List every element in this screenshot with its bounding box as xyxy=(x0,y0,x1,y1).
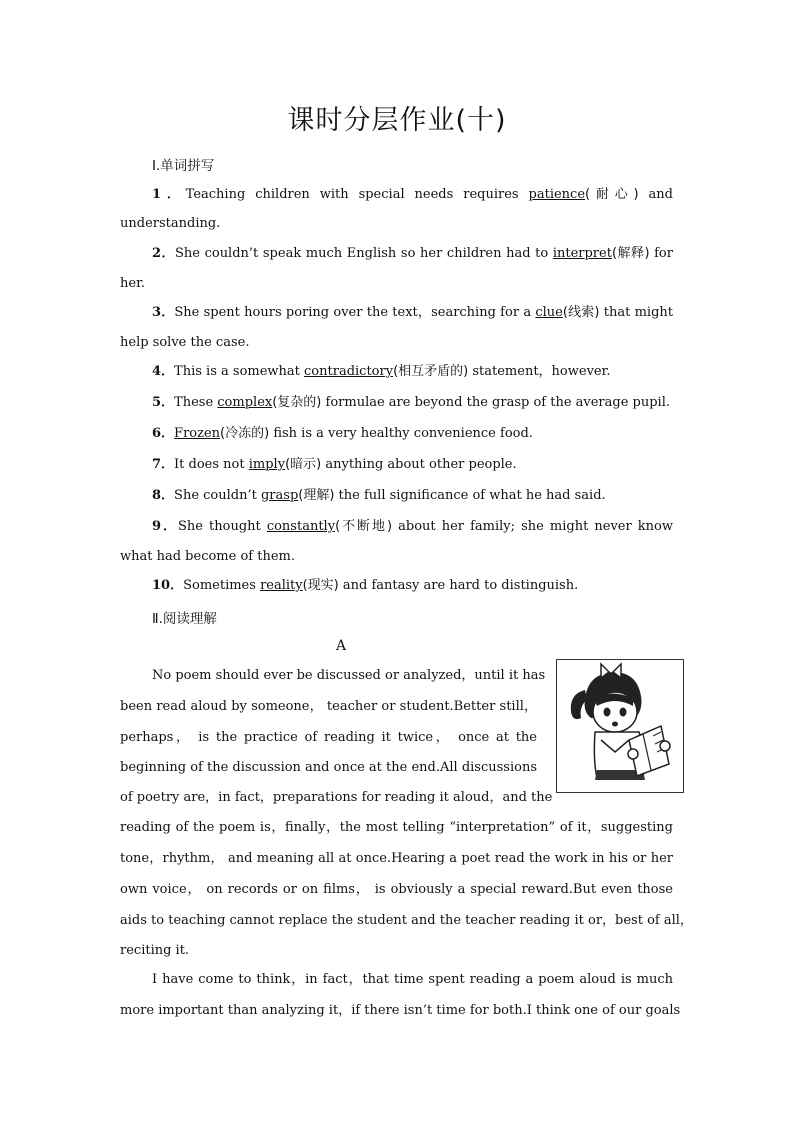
answer-blank: reality xyxy=(260,578,303,593)
spelling-item-5: 5．These complex(复杂的) formulae are beyond the grasp of the average pupil. xyxy=(152,395,671,410)
answer-blank: Frozen xyxy=(174,426,221,441)
spelling-item-2: 2．She couldn’t speak much English so her children had to interpret(解释) for xyxy=(152,246,673,261)
spelling-item-9-cont: what had become of them. xyxy=(120,549,295,564)
page-title: 课时分层作业(十) xyxy=(287,105,507,136)
answer-blank: contradictory xyxy=(304,364,394,379)
passage-line: more important than analyzing it，if there isn’t time for both.I think one of our goals xyxy=(120,1003,681,1018)
spelling-item-2-cont: her. xyxy=(120,276,145,291)
passage-line: own voice， on records or on films， is obviously a special reward.But even those xyxy=(120,882,673,897)
girl-reading-illustration xyxy=(556,659,684,793)
passage-line: aids to teaching cannot replace the student and the teacher reading it or，best of all， xyxy=(120,913,693,928)
answer-blank: patience xyxy=(528,187,586,202)
spelling-item-6: 6．Frozen(冷冻的) fish is a very healthy convenience food. xyxy=(152,426,533,441)
spelling-item-1-cont: understanding. xyxy=(120,216,221,231)
spelling-item-8: 8．She couldn’t grasp(理解) the full significance of what he had said. xyxy=(152,488,606,503)
girl-reading-icon xyxy=(557,660,683,792)
spelling-item-4: 4．This is a somewhat contradictory(相互矛盾的) statement，however. xyxy=(152,364,611,379)
passage-line: of poetry are，in fact，preparations for reading it aloud，and the xyxy=(120,790,553,805)
spelling-item-9: 9．She thought constantly(不断地) about her family; she might never know xyxy=(152,519,674,534)
passage-line: been read aloud by someone， teacher or student.Better still， xyxy=(120,699,537,714)
passage-line: No poem should ever be discussed or analyzed，until it has xyxy=(152,668,546,683)
spelling-item-3: 3．She spent hours poring over the text，searching for a clue(线索) that might xyxy=(152,305,673,320)
spelling-item-7: 7．It does not imply(暗示) anything about other people. xyxy=(152,457,517,472)
passage-line: beginning of the discussion and once at the end.All discussions xyxy=(120,760,537,775)
section-heading-reading: Ⅱ.阅读理解 xyxy=(152,611,217,627)
answer-blank: clue xyxy=(535,305,563,320)
passage-line: tone，rhythm， and meaning all at once.Hearing a poet read the work in his or her xyxy=(120,851,673,866)
answer-blank: grasp xyxy=(260,488,299,503)
answer-blank: imply xyxy=(248,457,286,472)
passage-label: A xyxy=(336,638,347,654)
passage-line: reciting it. xyxy=(120,943,190,958)
spelling-item-3-cont: help solve the case. xyxy=(120,335,250,350)
passage-line: perhaps， is the practice of reading it twice， once at the xyxy=(120,730,537,745)
passage-line: reading of the poem is，finally，the most telling “interpretation” of it，suggesting xyxy=(120,820,673,835)
answer-blank: constantly xyxy=(266,519,336,534)
answer-blank: complex xyxy=(217,395,273,410)
spelling-item-10: 10．Sometimes reality(现实) and fantasy are hard to distinguish. xyxy=(152,578,579,593)
spelling-item-1: 1．Teaching children with special needs requires patience(耐心) and xyxy=(152,187,673,202)
answer-blank: interpret xyxy=(552,246,612,261)
passage-line: I have come to think，in fact，that time spent reading a poem aloud is much xyxy=(152,972,673,987)
section-heading-spelling: Ⅰ.单词拼写 xyxy=(152,158,215,174)
